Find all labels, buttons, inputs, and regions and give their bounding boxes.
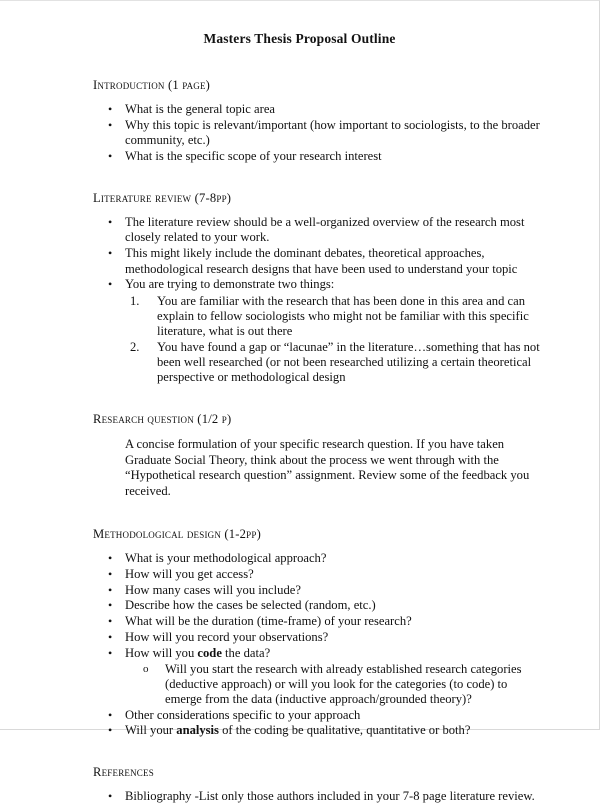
introduction-bullet-list	[93, 102, 547, 164]
list-item-text-before: How will you	[125, 645, 198, 660]
list-item-text: How will you get access?	[125, 566, 254, 581]
list-item	[93, 277, 547, 292]
section-research-question	[93, 412, 547, 499]
list-number: 2.	[130, 339, 140, 354]
list-item	[93, 102, 547, 117]
page-title: Masters Thesis Proposal Outline	[203, 31, 396, 46]
bullet-disc-icon: •	[108, 788, 113, 803]
list-number: 1.	[130, 293, 140, 308]
list-item-text: How will you record your observations?	[125, 630, 329, 645]
references-bullet-list	[93, 789, 547, 804]
section-methodological-design	[93, 527, 547, 739]
list-item	[93, 246, 547, 277]
bullet-disc-icon: •	[108, 707, 113, 722]
bullet-circle-icon: o	[143, 662, 149, 675]
list-item-text: What will be the duration (time-frame) of your research?	[125, 614, 412, 629]
list-item	[93, 294, 547, 340]
methodological-design-tail-bullet-list	[93, 708, 547, 739]
list-item-text: Will you start the research with already established research categories (deductive approach) or will you look for the categories (to code) to emerge from the data (inductive approach/grounded theory)?	[165, 661, 522, 707]
list-item	[93, 118, 547, 149]
list-item-text: This might likely include the dominant debates, theoretical approaches, methodological research designs that have been used to understand your topic	[125, 246, 518, 276]
section-heading-methodological-design: Methodological design (1-2pp)	[93, 527, 261, 542]
list-item	[93, 789, 547, 804]
bullet-disc-icon: •	[108, 277, 113, 292]
section-heading-references: References	[93, 764, 154, 779]
bullet-disc-icon: •	[108, 117, 113, 132]
list-item	[93, 614, 547, 629]
list-item	[93, 708, 547, 723]
bullet-disc-icon: •	[108, 215, 113, 230]
bullet-disc-icon: •	[108, 598, 113, 613]
list-item-text: Describe how the cases be selected (random, etc.)	[125, 598, 376, 613]
list-item-text: What is the general topic area	[125, 102, 275, 116]
literature-review-bullet-list	[93, 215, 547, 292]
list-item-text: What is the specific scope of your research interest	[125, 148, 382, 163]
literature-review-numbered-list	[93, 294, 547, 386]
list-item-text: Bibliography -List only those authors included in your 7-8 page literature review.	[125, 788, 535, 803]
list-item-text: The literature review should be a well-organized overview of the research most closely related to your work.	[125, 215, 525, 245]
bullet-disc-icon: •	[108, 723, 113, 738]
bullet-disc-icon: •	[108, 582, 113, 597]
section-references	[93, 765, 547, 804]
section-heading-literature-review: Literature review (7-8pp)	[93, 191, 232, 206]
list-item	[93, 583, 547, 598]
list-item	[93, 567, 547, 582]
bullet-disc-icon: •	[108, 614, 113, 629]
section-heading-introduction: Introduction (1 page)	[93, 78, 211, 92]
list-item	[93, 551, 547, 566]
list-item-text: Other considerations specific to your approach	[125, 707, 361, 722]
list-item-code-question	[93, 646, 547, 661]
list-item	[93, 340, 547, 386]
list-item-text-after: of the coding be qualitative, quantitative or both?	[218, 723, 471, 738]
list-item-text: You have found a gap or “lacunae” in the literature…something that has not been well researched (or not been researched utilizing a certain theoretical perspective or methodological design	[157, 339, 540, 385]
document-body	[0, 1, 599, 804]
section-heading-research-question: Research question (1/2 p)	[93, 412, 232, 427]
list-item	[93, 630, 547, 645]
list-item	[93, 598, 547, 613]
list-item	[93, 662, 547, 708]
emphasis-analysis: analysis	[176, 723, 219, 738]
bullet-disc-icon: •	[108, 148, 113, 163]
bullet-disc-icon: •	[108, 645, 113, 660]
list-item-text-after: the data?	[221, 645, 271, 660]
bullet-disc-icon: •	[108, 566, 113, 581]
list-item	[93, 215, 547, 246]
emphasis-code: code	[197, 645, 222, 660]
list-item	[93, 149, 547, 164]
bullet-disc-icon: •	[108, 102, 113, 116]
bullet-disc-icon: •	[108, 630, 113, 645]
methodological-design-sub-bullet-list	[93, 662, 547, 708]
methodological-design-bullet-list	[93, 551, 547, 661]
list-item-text-before: Will your	[125, 723, 177, 738]
list-item-text: You are familiar with the research that has been done in this area and can explain to fellow sociologists who might not be familiar with this specific literature, what is out there	[157, 293, 529, 339]
list-item-text: Why this topic is relevant/important (how important to sociologists, to the broader community, etc.)	[125, 117, 540, 148]
section-introduction	[93, 78, 547, 164]
section-literature-review	[93, 191, 547, 385]
research-question-paragraph: A concise formulation of your specific research question. If you have taken Graduate Social Theory, think about the process we went through with the “Hypothetical research question” assignment. Review some of the feedback you received.	[125, 437, 530, 498]
list-item-text: How many cases will you include?	[125, 582, 301, 597]
bullet-disc-icon: •	[108, 551, 113, 566]
list-item-text: What is your methodological approach?	[125, 551, 327, 566]
list-item-analysis-question	[93, 723, 547, 738]
list-item-text: You are trying to demonstrate two things:	[125, 277, 335, 292]
bullet-disc-icon: •	[108, 246, 113, 261]
